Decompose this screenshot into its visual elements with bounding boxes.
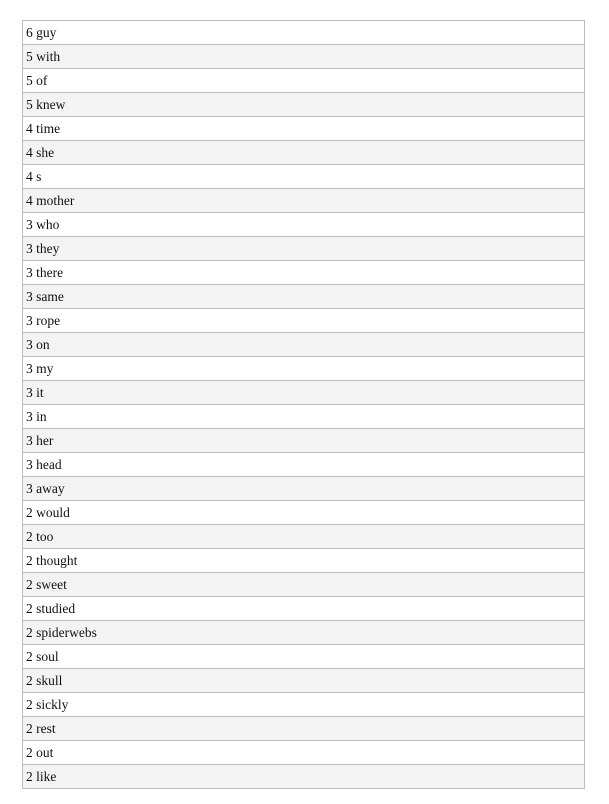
word-text: there xyxy=(36,265,64,280)
word-count: 3 xyxy=(26,217,33,232)
word-count: 2 xyxy=(26,673,33,688)
word-count-cell xyxy=(23,309,585,333)
word-count-cell xyxy=(23,549,585,573)
table-row xyxy=(23,549,585,573)
word-count-cell xyxy=(23,621,585,645)
word-count-cell xyxy=(23,429,585,453)
table-row xyxy=(23,525,585,549)
word-text: sickly xyxy=(36,697,69,712)
word-count-cell xyxy=(23,525,585,549)
word-count: 3 xyxy=(26,457,33,472)
word-text: in xyxy=(36,409,47,424)
word-count: 3 xyxy=(26,265,33,280)
word-text: away xyxy=(36,481,65,496)
table-row xyxy=(23,621,585,645)
word-text: of xyxy=(36,73,48,88)
word-count: 4 xyxy=(26,121,33,136)
table-row xyxy=(23,477,585,501)
word-count-cell xyxy=(23,453,585,477)
table-row xyxy=(23,381,585,405)
word-count-cell xyxy=(23,333,585,357)
word-count: 2 xyxy=(26,505,33,520)
word-count: 3 xyxy=(26,289,33,304)
word-count-cell xyxy=(23,237,585,261)
word-text: skull xyxy=(36,673,63,688)
word-count-cell xyxy=(23,381,585,405)
table-row xyxy=(23,405,585,429)
word-text: mother xyxy=(36,193,75,208)
word-text: thought xyxy=(36,553,78,568)
word-count: 2 xyxy=(26,577,33,592)
word-count: 4 xyxy=(26,193,33,208)
word-count: 4 xyxy=(26,145,33,160)
word-text: who xyxy=(36,217,60,232)
word-count: 2 xyxy=(26,697,33,712)
table-row xyxy=(23,93,585,117)
word-count-cell xyxy=(23,117,585,141)
word-frequency-table-body xyxy=(23,21,585,789)
word-count-cell xyxy=(23,765,585,789)
word-text: soul xyxy=(36,649,59,664)
word-count-cell xyxy=(23,69,585,93)
word-count: 2 xyxy=(26,721,33,736)
word-count: 3 xyxy=(26,385,33,400)
table-row xyxy=(23,357,585,381)
word-text: too xyxy=(36,529,54,544)
word-count-cell xyxy=(23,357,585,381)
table-row xyxy=(23,165,585,189)
table-row xyxy=(23,261,585,285)
word-text: rest xyxy=(36,721,56,736)
word-text: knew xyxy=(36,97,66,112)
word-count: 3 xyxy=(26,433,33,448)
word-count: 3 xyxy=(26,481,33,496)
word-text: head xyxy=(36,457,62,472)
word-count: 4 xyxy=(26,169,33,184)
word-text: her xyxy=(36,433,54,448)
word-count-cell xyxy=(23,501,585,525)
table-row xyxy=(23,645,585,669)
word-count-cell xyxy=(23,477,585,501)
word-count-cell xyxy=(23,165,585,189)
word-text: guy xyxy=(36,25,57,40)
word-count: 2 xyxy=(26,553,33,568)
word-count: 5 xyxy=(26,49,33,64)
word-count: 5 xyxy=(26,97,33,112)
word-count: 2 xyxy=(26,769,33,784)
word-count-cell xyxy=(23,597,585,621)
table-row xyxy=(23,285,585,309)
word-count-cell xyxy=(23,693,585,717)
table-row xyxy=(23,765,585,789)
word-count-cell xyxy=(23,717,585,741)
word-count-cell xyxy=(23,45,585,69)
table-row xyxy=(23,741,585,765)
table-row xyxy=(23,453,585,477)
table-row xyxy=(23,597,585,621)
table-row xyxy=(23,717,585,741)
word-count: 2 xyxy=(26,529,33,544)
word-count: 2 xyxy=(26,601,33,616)
word-text: they xyxy=(36,241,60,256)
table-row xyxy=(23,309,585,333)
word-count-cell xyxy=(23,261,585,285)
word-text: she xyxy=(36,145,55,160)
table-row xyxy=(23,429,585,453)
word-text: sweet xyxy=(36,577,67,592)
word-count: 2 xyxy=(26,625,33,640)
word-count: 6 xyxy=(26,25,33,40)
word-count-cell xyxy=(23,213,585,237)
word-text: out xyxy=(36,745,54,760)
table-row xyxy=(23,693,585,717)
word-count: 3 xyxy=(26,409,33,424)
word-frequency-table xyxy=(22,20,585,789)
word-count: 3 xyxy=(26,361,33,376)
word-text: like xyxy=(36,769,57,784)
table-row xyxy=(23,669,585,693)
word-text: it xyxy=(36,385,44,400)
word-text: same xyxy=(36,289,64,304)
word-count-cell xyxy=(23,741,585,765)
word-count: 3 xyxy=(26,337,33,352)
table-row xyxy=(23,237,585,261)
word-text: on xyxy=(36,337,50,352)
word-count-cell xyxy=(23,141,585,165)
table-row xyxy=(23,189,585,213)
table-row xyxy=(23,45,585,69)
word-text: s xyxy=(36,169,42,184)
word-text: spiderwebs xyxy=(36,625,97,640)
word-count: 5 xyxy=(26,73,33,88)
table-row xyxy=(23,501,585,525)
word-text: time xyxy=(36,121,61,136)
word-text: my xyxy=(36,361,54,376)
table-row xyxy=(23,69,585,93)
word-count-cell xyxy=(23,645,585,669)
word-count-cell xyxy=(23,93,585,117)
table-row xyxy=(23,141,585,165)
word-count: 3 xyxy=(26,313,33,328)
word-count-cell xyxy=(23,189,585,213)
word-count: 2 xyxy=(26,745,33,760)
table-row xyxy=(23,117,585,141)
table-row xyxy=(23,333,585,357)
table-row xyxy=(23,213,585,237)
word-count-cell xyxy=(23,669,585,693)
table-row xyxy=(23,21,585,45)
table-row xyxy=(23,573,585,597)
word-count: 3 xyxy=(26,241,33,256)
word-count-cell xyxy=(23,405,585,429)
word-text: with xyxy=(36,49,61,64)
word-text: rope xyxy=(36,313,61,328)
word-text: would xyxy=(36,505,70,520)
word-count-cell xyxy=(23,285,585,309)
word-count: 2 xyxy=(26,649,33,664)
word-count-cell xyxy=(23,21,585,45)
word-count-cell xyxy=(23,573,585,597)
word-text: studied xyxy=(36,601,76,616)
